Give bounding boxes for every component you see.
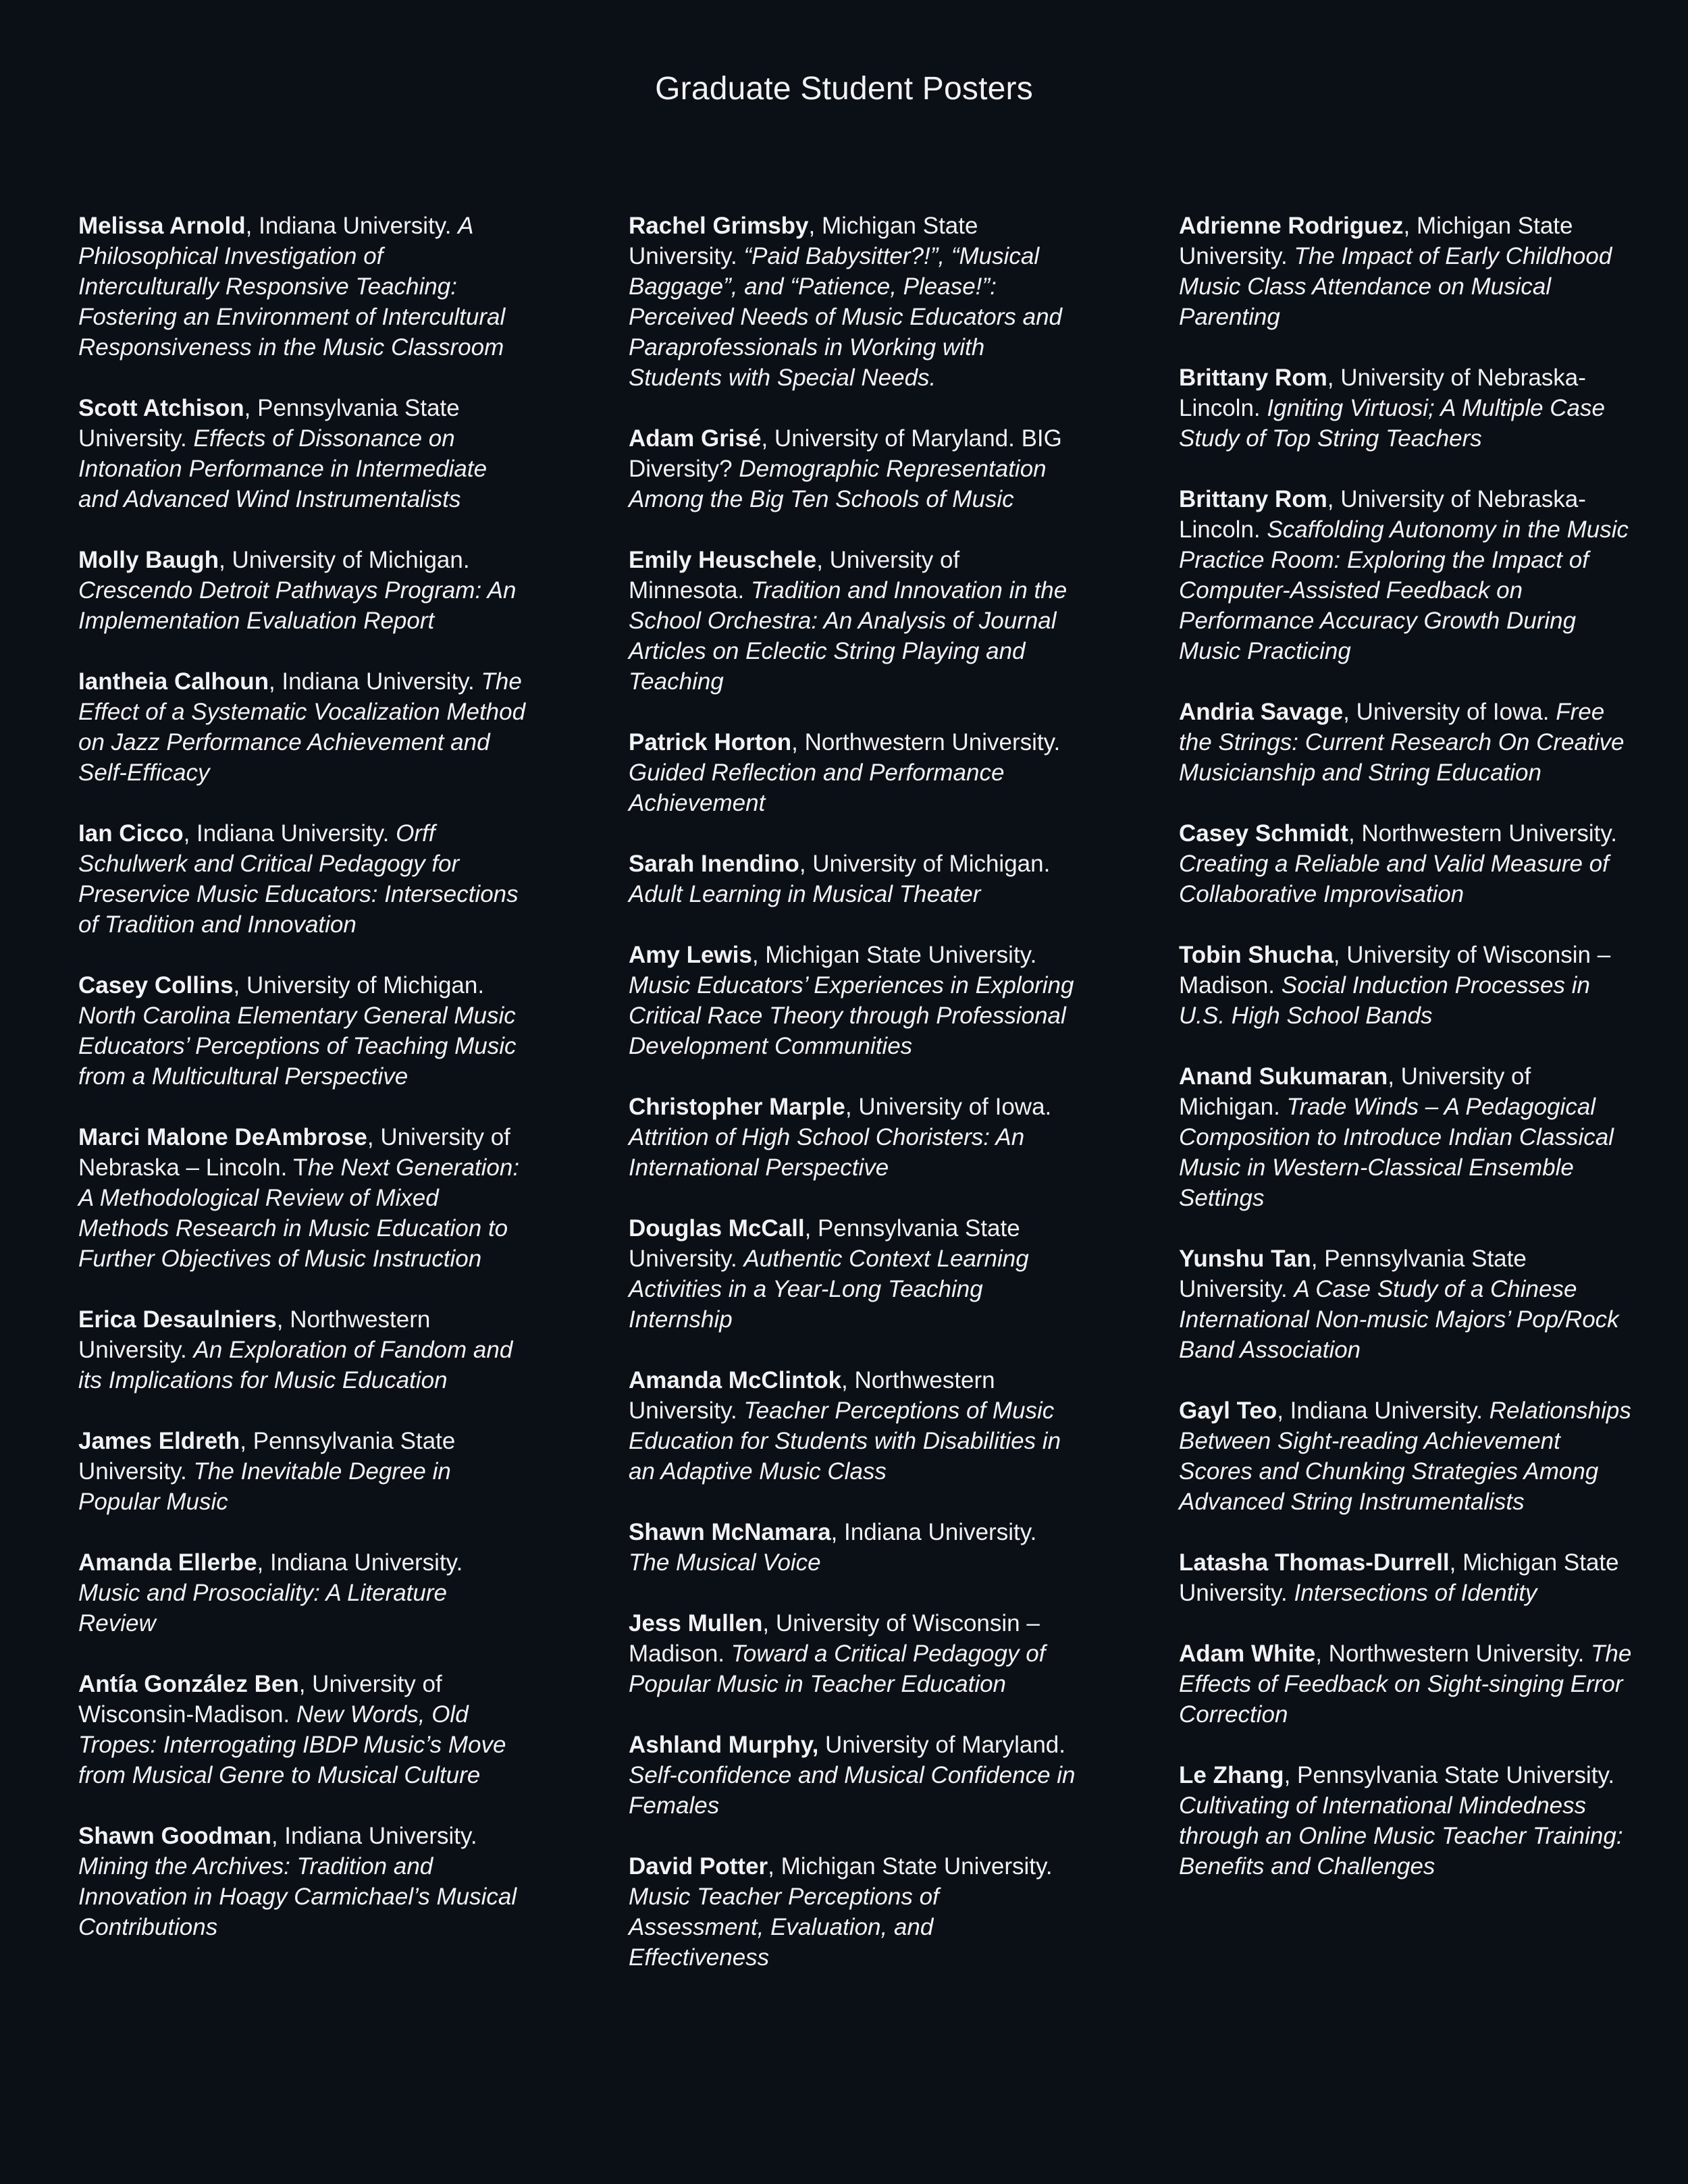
poster-entry [629,1365,1080,1487]
presenter-affiliation: , Indiana University. [830,1519,1037,1545]
poster-entry [1179,1244,1638,1365]
poster-entry [78,1669,529,1790]
poster-entry [629,545,1080,697]
presenter-name: Casey Schmidt [1179,820,1348,847]
poster-entry [1179,818,1638,909]
poster-title: Intersections of Identity [1294,1580,1537,1606]
poster-entry [1179,940,1638,1031]
presenter-name: Douglas McCall [629,1215,805,1242]
presenter-affiliation: , University of Nebraska – Lincoln. T [78,1124,510,1181]
poster-entry [629,1851,1080,1973]
poster-title: Music and Prosociality: A Literature Review [78,1580,447,1636]
presenter-affiliation: , Indiana University. [183,820,396,847]
poster-title: A Case Study of a Chinese International Non-music Majors’ Pop/Rock Band Association [1179,1276,1619,1363]
presenter-affiliation: University of Maryland. [818,1732,1065,1758]
presenter-name: Sarah Inendino [629,851,799,877]
poster-title: Self-confidence and Musical Confidence in Females [629,1762,1076,1819]
poster-title: Toward a Critical Pedagogy of Popular Music in Teacher Education [629,1641,1046,1697]
presenter-name: David Potter [629,1853,768,1880]
presenter-affiliation: , Michigan State University. [1179,1549,1619,1606]
presenter-name: Amanda Ellerbe [78,1549,257,1576]
poster-entry [629,423,1080,514]
presenter-affiliation: , University of Iowa. [1343,699,1556,725]
presenter-affiliation: , Indiana University. [271,1823,477,1849]
poster-entry [1179,1639,1638,1730]
presenter-name: Molly Baugh [78,547,219,573]
presenter-name: Ian Cicco [78,820,184,847]
presenter-name: Shawn Goodman [78,1823,271,1849]
presenter-affiliation: , Pennsylvania State University. [629,1215,1020,1272]
presenter-affiliation: , University of Michigan. [799,851,1051,877]
presenter-name: Adam White [1179,1641,1316,1667]
poster-title: Music Educators’ Experiences in Exploring Critical Race Theory through Professional Development Communities [629,972,1074,1059]
poster-title: Cultivating of International Mindedness through an Online Music Teacher Training: Benefits and Challenges [1179,1792,1623,1880]
poster-title: Relationships Between Sight-reading Achievement Scores and Chunking Strategies Among Advanced String Instrumentalists [1179,1397,1631,1515]
presenter-name: Yunshu Tan [1179,1246,1311,1272]
poster-entry [1179,363,1638,454]
poster-title: Social Induction Processes in U.S. High School Bands [1179,972,1590,1029]
poster-entry [78,970,529,1092]
presenter-name: Tobin Shucha [1179,942,1334,968]
presenter-affiliation: , Northwestern University. [791,729,1061,755]
poster-title: Mining the Archives: Tradition and Innovation in Hoagy Carmichael’s Musical Contributions [78,1853,517,1940]
presenter-name: Andria Savage [1179,699,1344,725]
poster-title: Attrition of High School Choristers: An International Perspective [629,1124,1025,1181]
presenter-affiliation: , Michigan State University. [768,1853,1053,1880]
presenter-affiliation: , Pennsylvania State University. [1284,1762,1615,1788]
presenter-name: Casey Collins [78,972,234,998]
poster-entry [78,1122,529,1274]
poster-title: North Carolina Elementary General Music Educators’ Perceptions of Teaching Music from a Multicultural Perspective [78,1003,517,1090]
presenter-affiliation: , Northwestern University. [1315,1641,1591,1667]
poster-entry [629,211,1080,393]
poster-column-2 [629,211,1080,2003]
presenter-name: Ashland Murphy, [629,1732,819,1758]
poster-entry [78,1426,529,1517]
presenter-affiliation: , University of Michigan. [233,972,485,998]
poster-title: An Exploration of Fandom and its Implications for Music Education [78,1337,513,1393]
poster-title: The Effects of Feedback on Sight-singing Error Correction [1179,1641,1632,1728]
presenter-affiliation: , Northwestern University. [78,1306,431,1363]
poster-title: The Effect of a Systematic Vocalization Method on Jazz Performance Achievement and Self-Efficacy [78,668,526,786]
presenter-name: Christopher Marple [629,1094,845,1120]
presenter-affiliation: , Pennsylvania State University. [78,395,460,452]
poster-title: Scaffolding Autonomy in the Music Practice Room: Exploring the Impact of Computer-Assisted Feedback on Performance Accuracy Growth During Music Practicing [1179,516,1629,664]
poster-entry [629,727,1080,818]
poster-entry [1179,211,1638,332]
presenter-name: Latasha Thomas-Durrell [1179,1549,1450,1576]
poster-entry [629,1213,1080,1335]
presenter-name: Emily Heuschele [629,547,817,573]
presenter-affiliation: , Pennsylvania State University. [1179,1246,1527,1302]
presenter-name: Rachel Grimsby [629,213,809,239]
presenter-affiliation: , University of Iowa. [845,1094,1052,1120]
poster-entry [1179,697,1638,788]
presenter-affiliation: , University of Wisconsin-Madison. [78,1671,442,1728]
poster-entry [629,940,1080,1061]
poster-title: The Musical Voice [629,1549,821,1576]
presenter-affiliation: , Pennsylvania State University. [78,1428,456,1485]
poster-title: Tradition and Innovation in the School Orchestra: An Analysis of Journal Articles on Eclectic String Playing and Teaching [629,577,1067,695]
presenter-name: Amanda McClintok [629,1367,842,1393]
poster-title: Demographic Representation Among the Big Ten Schools of Music [629,456,1047,512]
poster-entry [78,1821,529,1942]
presenter-affiliation: , Indiana University. [1277,1397,1489,1424]
poster-title: Trade Winds – A Pedagogical Composition to Introduce Indian Classical Music in Western-Classical Ensemble Settings [1179,1094,1614,1211]
presenter-name: Scott Atchison [78,395,244,421]
poster-title: “Paid Babysitter?!”, “Musical Baggage”, and “Patience, Please!”: Perceived Needs of Music Educators and Paraprofessionals in Working with Students with Special Needs. [629,243,1062,391]
presenter-affiliation: , University of Minnesota. [629,547,960,604]
poster-entry [78,818,529,940]
presenter-name: Melissa Arnold [78,213,246,239]
presenter-affiliation: , University of Michigan. [1179,1063,1531,1120]
presenter-affiliation: , Northwestern University. [1348,820,1618,847]
poster-columns [78,211,1638,2003]
poster-entry [78,393,529,514]
presenter-affiliation: , University of Nebraska-Lincoln. [1179,365,1586,421]
presenter-affiliation: , Indiana University. [268,668,481,695]
poster-title: Authentic Context Learning Activities in a Year-Long Teaching Internship [629,1246,1029,1333]
presenter-name: Marci Malone DeAmbrose [78,1124,367,1150]
presenter-name: Amy Lewis [629,942,752,968]
presenter-name: Erica Desaulniers [78,1306,277,1333]
presenter-affiliation: , Michigan State University. [629,213,978,269]
poster-title: The Impact of Early Childhood Music Class Attendance on Musical Parenting [1179,243,1612,330]
poster-entry [1179,1760,1638,1882]
poster-entry [629,1092,1080,1183]
presenter-affiliation: , University of Maryland. BIG Diversity? [629,425,1062,482]
presenter-name: Adam Grisé [629,425,762,452]
poster-title: Igniting Virtuosi; A Multiple Case Study of Top String Teachers [1179,395,1605,452]
presenter-affiliation: , University of Wisconsin – Madison. [1179,942,1611,998]
poster-entry [78,1547,529,1639]
poster-entry [629,1608,1080,1699]
poster-entry [1179,484,1638,666]
presenter-name: Antía González Ben [78,1671,299,1697]
poster-title: New Words, Old Tropes: Interrogating IBDP Music’s Move from Musical Genre to Musical Culture [78,1701,506,1788]
poster-entry [78,545,529,636]
presenter-name: James Eldreth [78,1428,240,1454]
poster-entry [629,849,1080,909]
presenter-affiliation: , Indiana University. [245,213,458,239]
poster-title: Creating a Reliable and Valid Measure of Collaborative Improvisation [1179,851,1609,907]
poster-entry [78,1304,529,1395]
poster-entry [1179,1395,1638,1517]
poster-title: The Inevitable Degree in Popular Music [78,1458,451,1515]
presenter-name: Jess Mullen [629,1610,763,1636]
presenter-name: Anand Sukumaran [1179,1063,1388,1090]
presenter-affiliation: , Northwestern University. [629,1367,995,1424]
poster-entry [1179,1061,1638,1213]
presenter-affiliation: , Indiana University. [257,1549,463,1576]
presenter-affiliation: , Michigan State University. [751,942,1037,968]
presenter-name: Shawn McNamara [629,1519,831,1545]
presenter-name: Le Zhang [1179,1762,1284,1788]
page-title: Graduate Student Posters [655,71,1033,107]
poster-title: Adult Learning in Musical Theater [629,881,981,907]
poster-column-1 [78,211,529,2003]
poster-entry [629,1517,1080,1578]
poster-entry [78,666,529,788]
poster-title: Teacher Perceptions of Music Education for Students with Disabilities in an Adaptive Music Class [629,1397,1061,1485]
presenter-affiliation: , Michigan State University. [1179,213,1573,269]
poster-title: Orff Schulwerk and Critical Pedagogy for Preservice Music Educators: Intersections of Tradition and Innovation [78,820,519,938]
presenter-name: Gayl Teo [1179,1397,1277,1424]
poster-title: Effects of Dissonance on Intonation Performance in Intermediate and Advanced Wind Instrumentalists [78,425,487,512]
presenter-affiliation: , University of Nebraska-Lincoln. [1179,486,1586,543]
presenter-affiliation: , University of Wisconsin – Madison. [629,1610,1040,1667]
poster-entry [1179,1547,1638,1608]
presenter-name: Iantheia Calhoun [78,668,269,695]
presenter-name: Brittany Rom [1179,486,1327,512]
poster-column-3 [1179,211,1638,2003]
presenter-affiliation: , University of Michigan. [219,547,470,573]
poster-title: Music Teacher Perceptions of Assessment, Evaluation, and Effectiveness [629,1884,939,1971]
presenter-name: Brittany Rom [1179,365,1327,391]
presenter-name: Adrienne Rodriguez [1179,213,1404,239]
poster-entry [78,211,529,363]
poster-entry [629,1730,1080,1821]
presenter-name: Patrick Horton [629,729,792,755]
poster-title: he Next Generation: A Methodological Review of Mixed Methods Research in Music Education to Further Objectives of Music Instruction [78,1154,520,1272]
poster-title: Free the Strings: Current Research On Creative Musicianship and String Education [1179,699,1625,786]
poster-title: A Philosophical Investigation of Interculturally Responsive Teaching: Fostering an Environment of Intercultural Responsiveness in the Music Classroom [78,213,506,361]
poster-title: Guided Reflection and Performance Achievement [629,760,1005,816]
poster-title: Crescendo Detroit Pathways Program: An Implementation Evaluation Report [78,577,517,634]
